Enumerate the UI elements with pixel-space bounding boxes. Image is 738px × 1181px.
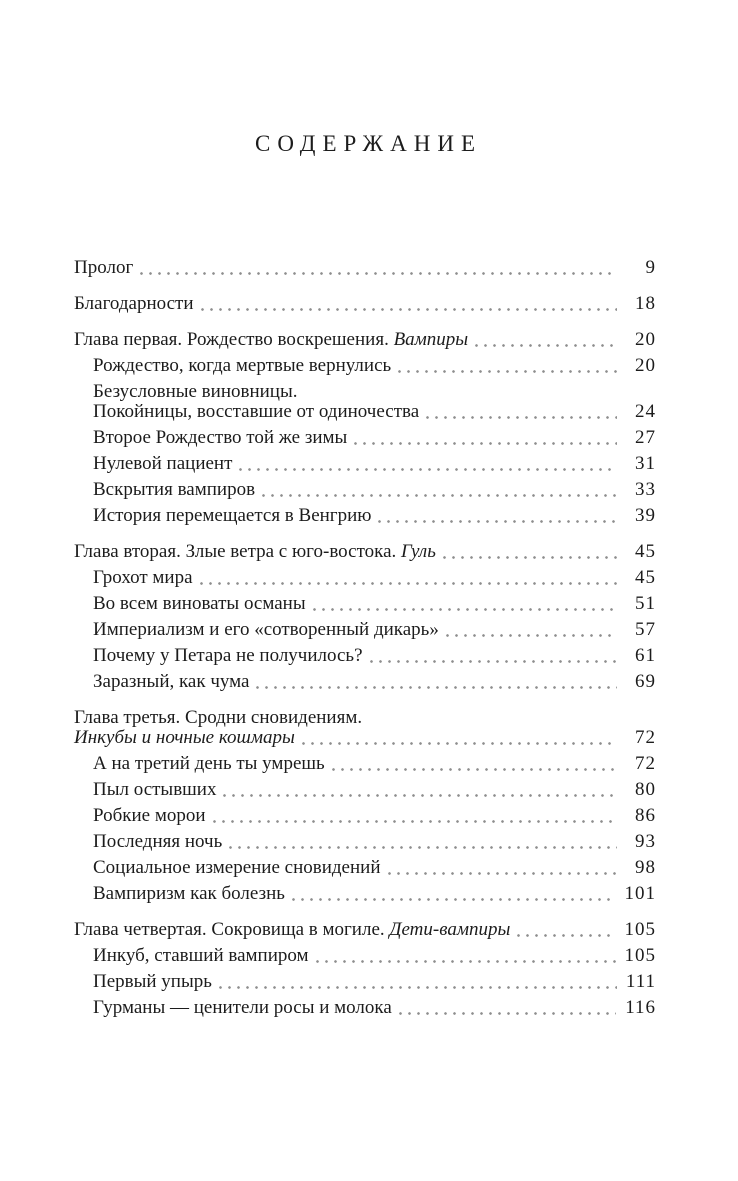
dot-leader	[363, 646, 626, 666]
page-number: 27	[635, 427, 656, 448]
page-number: 57	[635, 619, 656, 640]
page-number: 31	[635, 453, 656, 474]
dot-leader	[222, 832, 626, 852]
toc-entry	[74, 708, 656, 748]
dot-leader	[436, 542, 626, 562]
toc-entry-line	[74, 708, 656, 728]
page-number: 51	[635, 593, 656, 614]
page-number: 33	[635, 479, 656, 500]
dot-leader	[325, 754, 626, 774]
entry-label: Империализм и его «сотворенный дикарь»	[93, 619, 439, 640]
toc-entry-line	[74, 920, 656, 940]
dot-leader	[309, 946, 625, 966]
toc-entry-line	[93, 858, 656, 878]
entry-label: Инкуб, ставший вампиром	[93, 945, 309, 966]
toc-entry-line	[93, 672, 656, 692]
dot-leader	[212, 972, 626, 992]
toc-entry	[74, 294, 656, 314]
toc-entry-line	[93, 506, 656, 526]
toc-entry-line	[93, 946, 656, 966]
dot-leader	[439, 620, 626, 640]
page-number: 86	[635, 805, 656, 826]
toc-entry	[74, 754, 656, 774]
toc-entry-line	[93, 402, 656, 422]
toc-entry	[74, 780, 656, 800]
page-number: 105	[624, 919, 656, 940]
toc-entry	[74, 330, 656, 350]
toc-entry	[74, 858, 656, 878]
entry-label: Социальное измерение сновидений	[93, 857, 381, 878]
entry-label: А на третий день ты умрешь	[93, 753, 325, 774]
page-number: 116	[625, 997, 656, 1018]
entry-label: Второе Рождество той же зимы	[93, 427, 348, 448]
page-number: 39	[635, 505, 656, 526]
entry-label: Последняя ночь	[93, 831, 223, 852]
toc-entry-line	[93, 998, 656, 1018]
dot-leader	[232, 454, 626, 474]
dot-leader	[133, 258, 626, 278]
dot-leader	[295, 728, 626, 748]
toc-entry-line	[93, 754, 656, 774]
toc-entry	[74, 920, 656, 940]
entry-label: Глава первая. Рождество воскрешения. Вампиры	[74, 329, 469, 350]
toc-entry	[74, 568, 656, 588]
toc-entry-line	[93, 480, 656, 500]
page-number: 72	[635, 753, 656, 774]
toc-entry	[74, 594, 656, 614]
page-number: 105	[624, 945, 656, 966]
page-number: 93	[635, 831, 656, 852]
toc-entry	[74, 806, 656, 826]
page-number: 72	[635, 727, 656, 748]
page-number: 18	[635, 293, 656, 314]
toc-entry-line	[93, 620, 656, 640]
entry-label: Глава четвертая. Сокровища в могиле. Дети-вампиры	[74, 919, 511, 940]
entry-label: Гурманы — ценители росы и молока	[93, 997, 392, 1018]
entry-label: Инкубы и ночные кошмары	[74, 727, 295, 748]
page-number: 20	[635, 329, 656, 350]
entry-label: Рождество, когда мертвые вернулись	[93, 355, 392, 376]
dot-leader	[249, 672, 626, 692]
dot-leader	[206, 806, 626, 826]
toc-entry	[74, 998, 656, 1018]
toc-entry	[74, 832, 656, 852]
dot-leader	[371, 506, 626, 526]
toc-entry-line	[93, 780, 656, 800]
dot-leader	[391, 356, 626, 376]
toc-entry-line	[93, 884, 656, 904]
entry-label: Заразный, как чума	[93, 671, 250, 692]
dot-leader	[347, 428, 626, 448]
toc-entry-line	[93, 382, 656, 402]
dot-leader	[392, 998, 625, 1018]
toc-entry	[74, 454, 656, 474]
page-number: 69	[635, 671, 656, 692]
page-number: 45	[635, 541, 656, 562]
toc-entry	[74, 972, 656, 992]
page-number: 101	[624, 883, 656, 904]
entry-label: Вампиризм как болезнь	[93, 883, 285, 904]
toc-entry-line	[93, 454, 656, 474]
dot-leader	[255, 480, 626, 500]
toc-entry-line	[74, 728, 656, 748]
page-number: 45	[635, 567, 656, 588]
entry-label: Безусловные виновницы.	[93, 381, 298, 402]
entry-label: История перемещается в Венгрию	[93, 505, 372, 526]
toc-entry-line	[74, 330, 656, 350]
page-number: 80	[635, 779, 656, 800]
toc-entry	[74, 506, 656, 526]
entry-label: Глава третья. Сродни сновидениям.	[74, 707, 363, 728]
dot-leader	[381, 858, 627, 878]
toc-entry	[74, 382, 656, 422]
entry-label: Благодарности	[74, 293, 194, 314]
toc-entry-line	[74, 258, 656, 278]
toc-entry-line	[93, 356, 656, 376]
entry-label: Глава вторая. Злые ветра с юго-востока. Гуль	[74, 541, 436, 562]
entry-label: Пыл остывших	[93, 779, 217, 800]
entry-label: Робкие морои	[93, 805, 206, 826]
toc-entry-line	[93, 646, 656, 666]
page-number: 9	[645, 257, 656, 278]
toc-entry-line	[93, 428, 656, 448]
toc-entries	[74, 258, 656, 1018]
toc-entry	[74, 946, 656, 966]
entry-label: Во всем виноваты османы	[93, 593, 306, 614]
toc-entry-line	[93, 972, 656, 992]
dot-leader	[216, 780, 626, 800]
toc-entry	[74, 428, 656, 448]
toc-entry-line	[93, 832, 656, 852]
dot-leader	[194, 294, 627, 314]
toc-entry	[74, 480, 656, 500]
page-number: 20	[635, 355, 656, 376]
entry-label: Грохот мира	[93, 567, 193, 588]
toc-entry-line	[93, 568, 656, 588]
toc-entry-line	[93, 594, 656, 614]
dot-leader	[510, 920, 624, 940]
entry-label: Нулевой пациент	[93, 453, 233, 474]
page-number: 24	[635, 401, 656, 422]
entry-label: Почему у Петара не получилось?	[93, 645, 363, 666]
toc-entry-line	[74, 294, 656, 314]
dot-leader	[193, 568, 626, 588]
page-title: СОДЕРЖАНИЕ	[254, 131, 482, 156]
dot-leader	[306, 594, 626, 614]
page-number: 61	[635, 645, 656, 666]
entry-label: Покойницы, восставшие от одиночества	[93, 401, 420, 422]
toc-entry	[74, 356, 656, 376]
toc-entry	[74, 620, 656, 640]
page-number: 111	[625, 971, 656, 992]
toc-entry-line	[93, 806, 656, 826]
entry-label: Первый упырь	[93, 971, 212, 992]
toc-entry	[74, 884, 656, 904]
toc-entry	[74, 542, 656, 562]
toc-entry	[74, 672, 656, 692]
toc-entry	[74, 258, 656, 278]
toc-entry-line	[74, 542, 656, 562]
dot-leader	[285, 884, 625, 904]
entry-label: Вскрытия вампиров	[93, 479, 256, 500]
toc-entry	[74, 646, 656, 666]
dot-leader	[468, 330, 626, 350]
page-number: 98	[635, 857, 656, 878]
entry-label: Пролог	[74, 257, 134, 278]
dot-leader	[419, 402, 626, 422]
